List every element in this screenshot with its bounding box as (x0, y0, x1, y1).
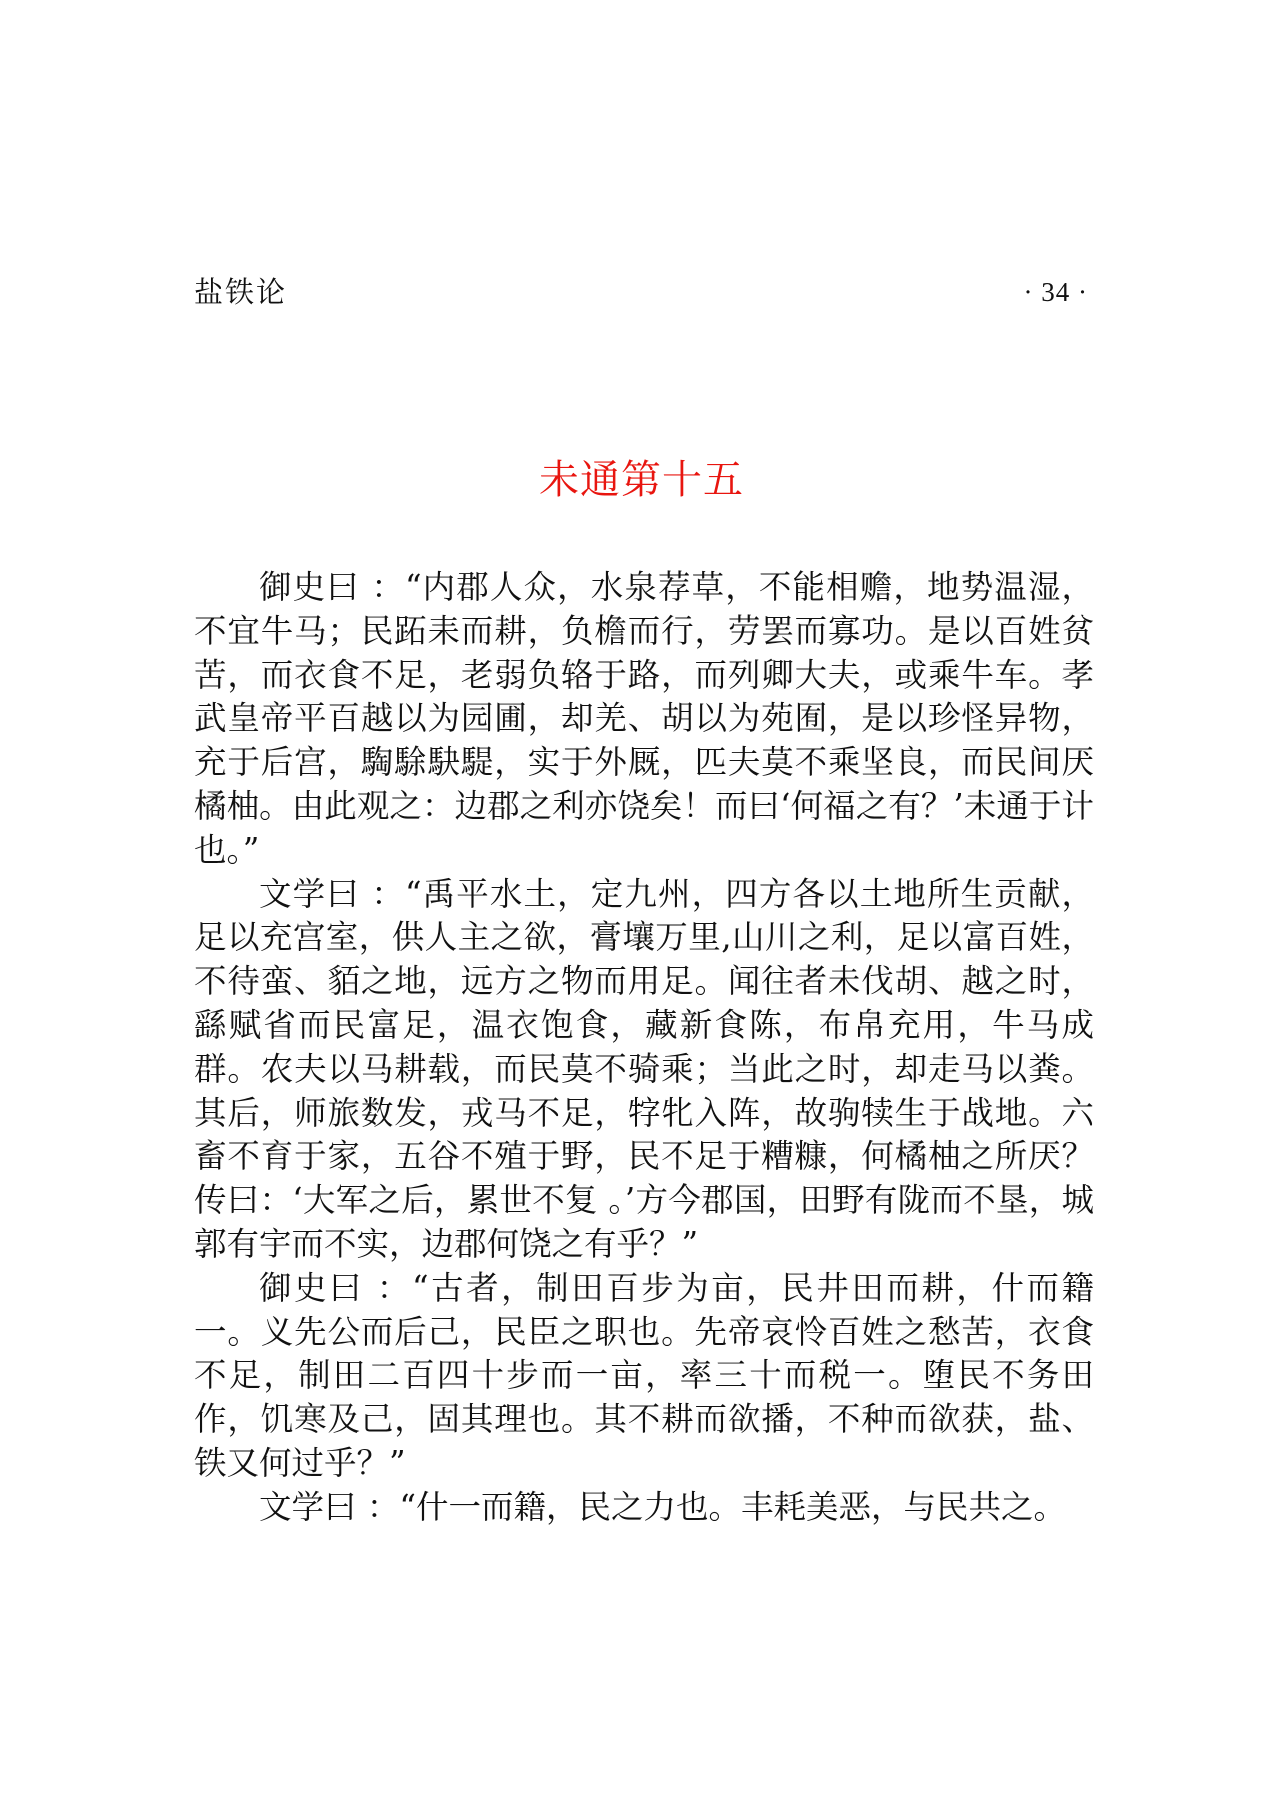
paragraph-wenxue-2: 文学曰 ：“什一而籍，民之力也。丰耗美恶，与民共之。 (259, 1487, 1066, 1526)
body-text (194, 566, 1094, 1530)
chapter-title: 未通第十五 (539, 457, 744, 503)
page-number: · 34 · (1023, 277, 1088, 307)
book-title: 盐铁论 (194, 275, 288, 309)
paragraph-wenxue-1: 文学曰 ：“禹平水土，定九州，四方各以土地所生贡献，足以充宫室，供人主之欲，膏壤万里,山川之利，足以富百姓，不待蛮、貊之地，远方之物而用足。闻往者未伐胡、越之时，繇赋省而民富足，温衣饱食，藏新食陈，布帛充用，牛马成群。农夫以马耕载，而民莫不骑乘；当此之时，却走马以粪。其后，师旅数发，戎马不足，牸牝入阵，故驹犊生于战地。六畜不育于家，五谷不殖于野，民不足于糟糠，何橘柚之所厌？传曰：‘大军之后，累世不复 。’方今郡国，田野有陇而不垦，城郭有宇而不实，边郡何饶之有乎？” (194, 874, 1094, 1263)
paragraph-yushi-1: 御史曰 ：“内郡人众，水泉荐草，不能相赡，地势温湿，不宜牛马；民跖耒而耕，负檐而行，劳罢而寡功。是以百姓贫苦，而衣食不足，老弱负辂于路，而列卿大夫，或乘牛车。孝武皇帝平百越以为园圃，却羌、胡以为苑囿，是以珍怪异物，充于后宫，騊駼駃騠，实于外厩，匹夫莫不乘坚良，而民间厌橘柚。由此观之：边郡之利亦饶矣！而曰‘何福之有？’未通于计也。” (194, 568, 1094, 869)
running-header (194, 272, 1088, 312)
paragraph-yushi-2: 御史曰 ：“古者，制田百步为亩，民井田而耕，什而籍一。义先公而后己，民臣之职也。先帝哀怜百姓之愁苦，衣食不足，制田二百四十步而一亩，率三十而税一。堕民不务田作，饥寒及己，固其理也。其不耕而欲播，不种而欲获，盐、铁又何过乎？” (194, 1268, 1094, 1482)
